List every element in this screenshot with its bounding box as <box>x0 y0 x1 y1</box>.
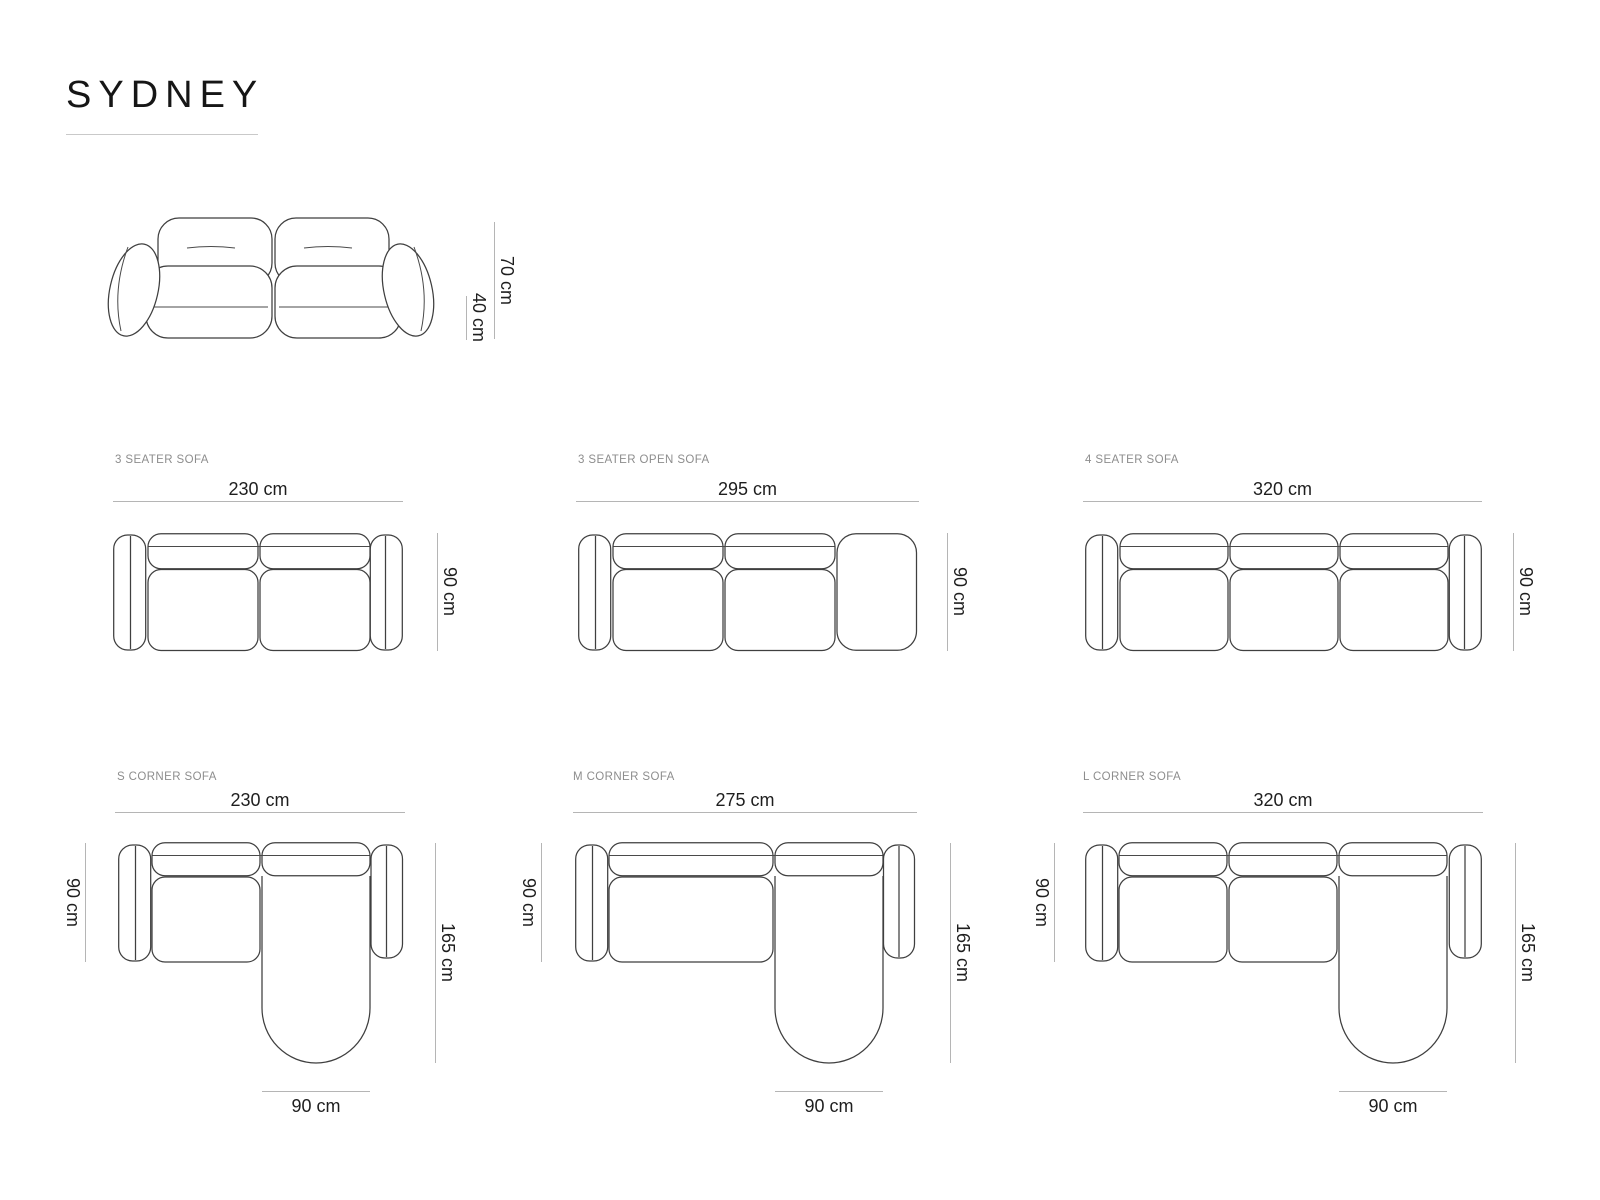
title-underline <box>66 134 258 135</box>
three-seater-open-top-view-drawing <box>578 533 917 651</box>
dimension-line <box>435 843 436 1063</box>
s-corner-top-view-drawing <box>118 842 403 1063</box>
dimension-value: 165 cm <box>953 923 973 983</box>
dimension-line <box>1339 1091 1447 1092</box>
front-view-drawing <box>108 214 434 342</box>
dimension-value: 320 cm <box>1253 790 1313 810</box>
product-label: L CORNER SOFA <box>1083 771 1182 783</box>
width-dimension <box>115 790 405 813</box>
length-dimension <box>1515 843 1537 1063</box>
chaise-width-dimension <box>262 1091 370 1116</box>
dimension-line <box>573 812 917 813</box>
dimension-value: 90 cm <box>440 567 460 617</box>
dimension-value: 90 cm <box>804 1096 854 1116</box>
product-label: M CORNER SOFA <box>573 771 675 783</box>
collection-title: SYDNEY <box>66 74 265 116</box>
dimension-value: 70 cm <box>497 255 517 306</box>
depth-dimension <box>520 843 542 962</box>
dimension-value: 275 cm <box>715 790 775 810</box>
width-dimension <box>573 790 917 813</box>
depth-dimension <box>947 533 969 651</box>
length-dimension <box>435 843 457 1063</box>
chaise-width-dimension <box>1339 1091 1447 1116</box>
width-dimension <box>576 479 919 502</box>
dimension-line <box>950 843 951 1063</box>
dimension-line <box>262 1091 370 1092</box>
dimension-value: 90 cm <box>63 877 83 928</box>
product-label: 3 SEATER OPEN SOFA <box>578 454 710 466</box>
product-label: 4 SEATER SOFA <box>1085 454 1179 466</box>
four-seater-top-view-drawing <box>1085 533 1482 651</box>
dimension-value: 90 cm <box>291 1096 341 1116</box>
dimension-value: 230 cm <box>230 790 290 810</box>
dimension-line <box>437 533 438 651</box>
product-label: 3 SEATER SOFA <box>115 454 209 466</box>
dimension-value: 90 cm <box>1516 567 1536 617</box>
dimension-line <box>1083 501 1482 502</box>
dimension-value: 165 cm <box>1518 923 1538 983</box>
dimension-value: 320 cm <box>1252 479 1313 499</box>
dimension-line <box>494 222 495 339</box>
dimension-line <box>1054 843 1055 962</box>
depth-dimension <box>1033 843 1055 962</box>
dimension-value: 165 cm <box>438 923 458 983</box>
width-dimension <box>1083 790 1483 813</box>
depth-dimension <box>1513 533 1535 651</box>
three-seater-top-view-drawing <box>113 533 403 651</box>
width-dimension <box>113 479 403 502</box>
width-dimension <box>1083 479 1482 502</box>
dimension-line <box>775 1091 883 1092</box>
depth-dimension <box>437 533 459 651</box>
dimension-line <box>113 501 403 502</box>
front-height-seat-dimension <box>466 293 489 343</box>
length-dimension <box>950 843 972 1063</box>
dimension-value: 230 cm <box>228 479 288 499</box>
dimension-value: 40 cm <box>469 293 489 343</box>
dimension-value: 90 cm <box>519 877 539 928</box>
dimension-line <box>1513 533 1514 651</box>
chaise-width-dimension <box>775 1091 883 1116</box>
dimension-line <box>541 843 542 962</box>
front-height-total-dimension <box>494 222 516 339</box>
dimension-line <box>466 296 467 340</box>
dimension-line <box>1515 843 1516 1063</box>
l-corner-top-view-drawing <box>1085 842 1482 1063</box>
dimension-value: 90 cm <box>1368 1096 1418 1116</box>
dimension-line <box>947 533 948 651</box>
dimension-value: 90 cm <box>950 567 970 617</box>
dimension-line <box>85 843 86 962</box>
dimension-line <box>115 812 405 813</box>
dimension-value: 90 cm <box>1032 877 1052 928</box>
m-corner-top-view-drawing <box>575 842 915 1063</box>
dimension-line <box>576 501 919 502</box>
product-label: S CORNER SOFA <box>117 771 217 783</box>
dimension-line <box>1083 812 1483 813</box>
depth-dimension <box>64 843 86 962</box>
dimension-value: 295 cm <box>717 479 778 499</box>
